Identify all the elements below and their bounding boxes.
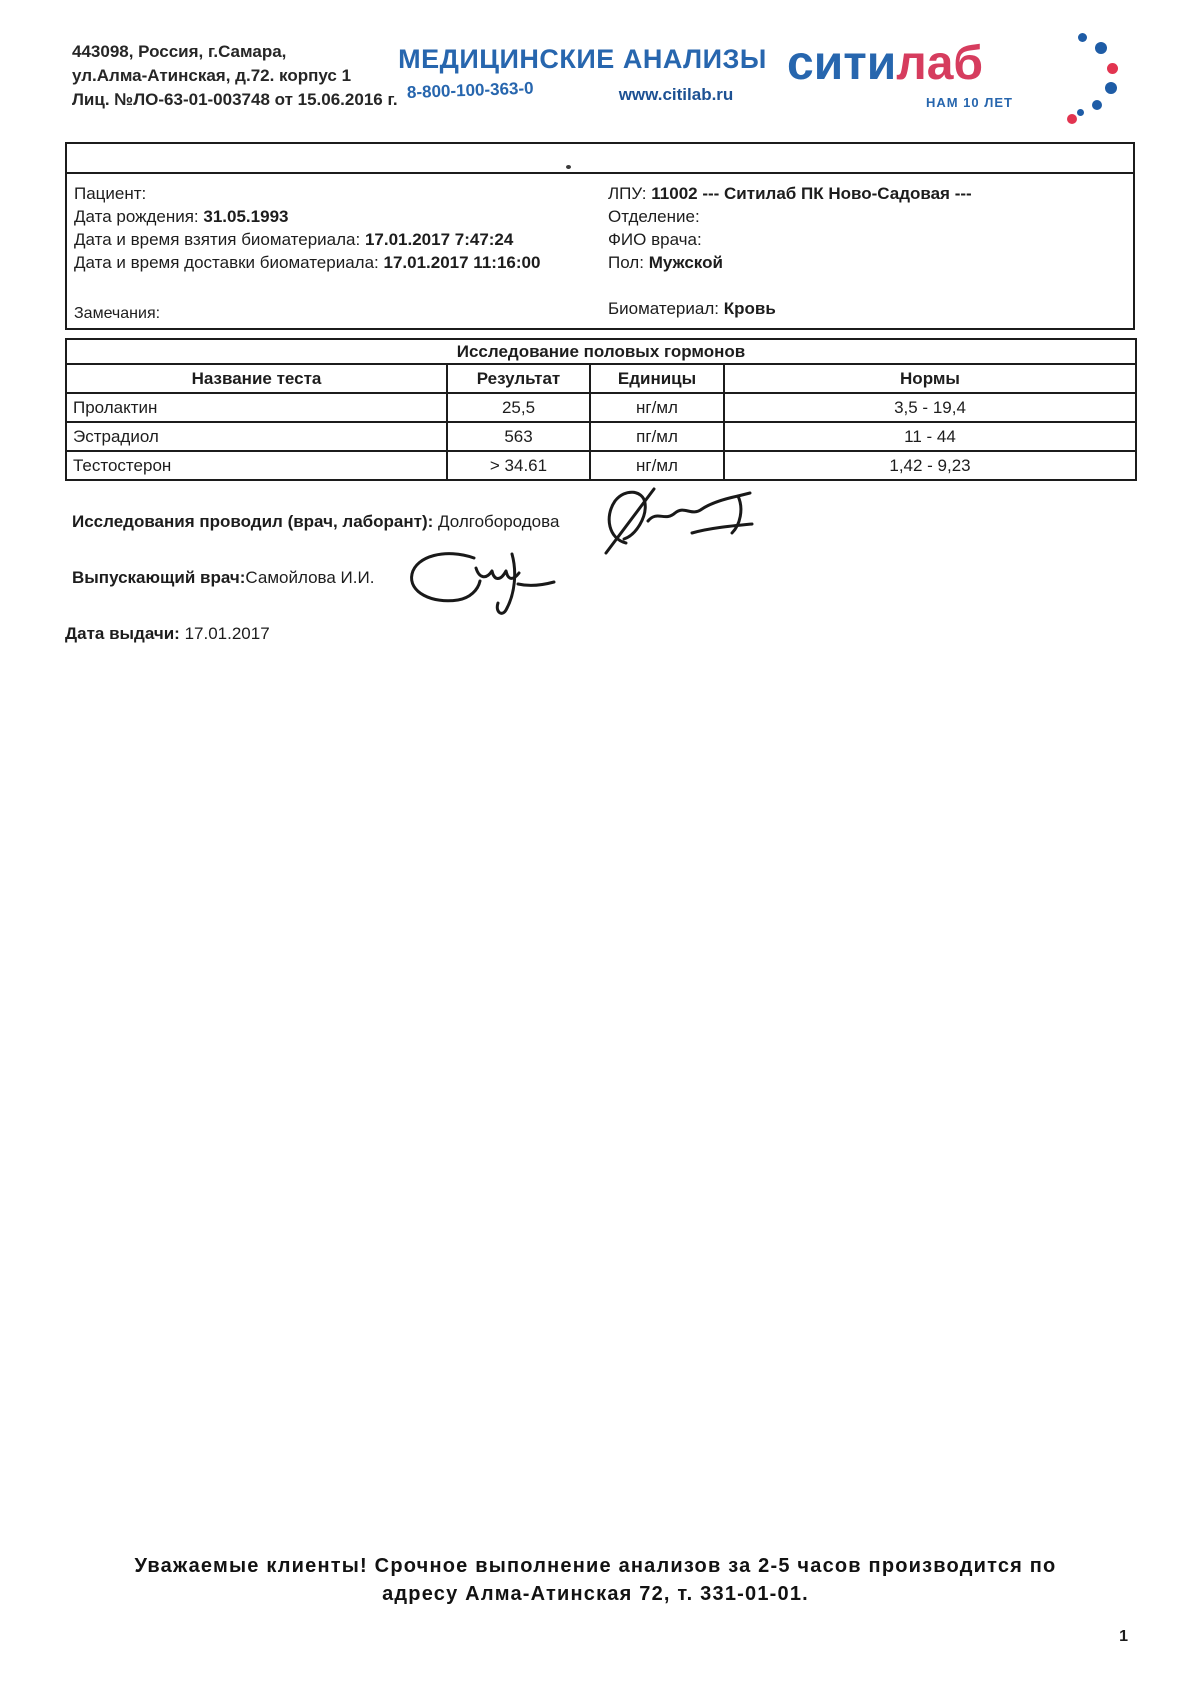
blank-line — [608, 274, 972, 297]
patient-field — [74, 182, 540, 205]
box-divider-line — [67, 172, 1133, 174]
lpu-field — [608, 182, 972, 205]
table-row — [66, 393, 1136, 422]
notice-line: Уважаемые клиенты! Срочное выполнение анализов за 2-5 часов производится по — [134, 1555, 1057, 1577]
doctor-name-field — [608, 228, 972, 251]
units-cell: нг/мл — [590, 393, 724, 422]
logo-dot-icon — [1067, 114, 1077, 124]
norms-cell: 1,42 - 9,23 — [724, 451, 1136, 480]
release-doctor-signature — [396, 546, 556, 618]
logo-dot-icon — [1107, 63, 1118, 74]
table-row — [66, 451, 1136, 480]
field-label: Пациент: — [74, 184, 147, 203]
department-field — [608, 205, 972, 228]
field-label: ФИО врача: — [608, 230, 702, 249]
field-label: Дата и время доставки биоматериала: — [74, 253, 379, 272]
column-header-units: Единицы — [590, 364, 724, 393]
biomaterial-field — [608, 297, 972, 320]
field-value: Мужской — [648, 253, 723, 272]
document-title: МЕДИЦИНСКИЕ АНАЛИЗЫ — [398, 44, 767, 74]
result-cell: 25,5 — [447, 393, 590, 422]
citilab-logo — [787, 38, 983, 90]
field-value: 17.01.2017 7:47:24 — [364, 230, 514, 249]
issue-date-line — [65, 624, 270, 644]
lab-address-block — [72, 40, 398, 112]
performed-by-line — [72, 512, 559, 532]
field-label: Отделение: — [608, 207, 700, 226]
performed-by-label: Исследования проводил (врач, лаборант): — [72, 512, 434, 531]
scan-artifact-dot — [566, 165, 571, 169]
field-value: 17.01.2017 11:16:00 — [383, 253, 541, 272]
issue-date-value: 17.01.2017 — [184, 624, 270, 643]
table-title: Исследование половых гормонов — [66, 339, 1136, 364]
performer-signature — [596, 483, 758, 559]
norms-cell: 11 - 44 — [724, 422, 1136, 451]
release-doctor-label: Выпускающий врач: — [72, 568, 246, 587]
units-cell: нг/мл — [590, 451, 724, 480]
result-cell: 563 — [447, 422, 590, 451]
issue-date-label: Дата выдачи: — [65, 624, 180, 643]
page-number: 1 — [1119, 1628, 1128, 1645]
field-value: Кровь — [723, 299, 776, 318]
logo-dot-icon — [1077, 109, 1084, 116]
notice-line: адресу Алма-Атинская 72, т. 331-01-01. — [382, 1583, 809, 1605]
field-label: Биоматериал: — [608, 299, 719, 318]
sex-field — [608, 251, 972, 274]
logo-tagline: НАМ 10 ЛЕТ — [925, 95, 1013, 110]
remarks-label: Замечания: — [74, 305, 161, 322]
field-label: Пол: — [608, 253, 644, 272]
performed-by-name: Долгобородова — [438, 512, 560, 531]
field-label: ЛПУ: — [608, 184, 647, 203]
birthdate-field — [74, 205, 540, 228]
field-label: Дата рождения: — [74, 207, 199, 226]
column-header-norms: Нормы — [724, 364, 1136, 393]
logo-dot-icon — [1078, 33, 1087, 42]
address-line: 443098, Россия, г.Самара, — [72, 42, 287, 61]
table-title-row — [66, 339, 1136, 364]
phone-number: 8-800-100-363-0 — [406, 78, 534, 102]
delivery-datetime-field — [74, 251, 540, 274]
result-cell: > 34.61 — [447, 451, 590, 480]
test-name-cell: Эстрадиол — [66, 422, 447, 451]
client-notice — [0, 1552, 1191, 1608]
collection-datetime-field — [74, 228, 540, 251]
field-value: 31.05.1993 — [203, 207, 289, 226]
norms-cell: 3,5 - 19,4 — [724, 393, 1136, 422]
table-row — [66, 422, 1136, 451]
patient-info-right-column — [608, 182, 972, 320]
table-header-row — [66, 364, 1136, 393]
release-doctor-name: Самойлова И.И. — [245, 568, 375, 587]
column-header-result: Результат — [447, 364, 590, 393]
website-url: www.citilab.ru — [618, 85, 734, 104]
test-name-cell: Пролактин — [66, 393, 447, 422]
logo-text-lab: лаб — [896, 37, 984, 90]
logo-text-citi: сити — [787, 37, 897, 90]
license-line: Лиц. №ЛО-63-01-003748 от 15.06.2016 г. — [72, 90, 398, 109]
address-line: ул.Алма-Атинская, д.72. корпус 1 — [72, 66, 352, 85]
logo-dot-icon — [1092, 100, 1102, 110]
field-value: 11002 --- Ситилаб ПК Ново-Садовая --- — [651, 184, 972, 203]
logo-dot-icon — [1105, 82, 1117, 94]
field-label: Дата и время взятия биоматериала: — [74, 230, 361, 249]
patient-info-box — [65, 142, 1135, 330]
release-doctor-line — [72, 568, 374, 588]
units-cell: пг/мл — [590, 422, 724, 451]
test-name-cell: Тестостерон — [66, 451, 447, 480]
patient-info-left-column — [74, 182, 540, 274]
logo-dot-icon — [1095, 42, 1107, 54]
column-header-test-name: Название теста — [66, 364, 447, 393]
results-table — [65, 338, 1137, 481]
